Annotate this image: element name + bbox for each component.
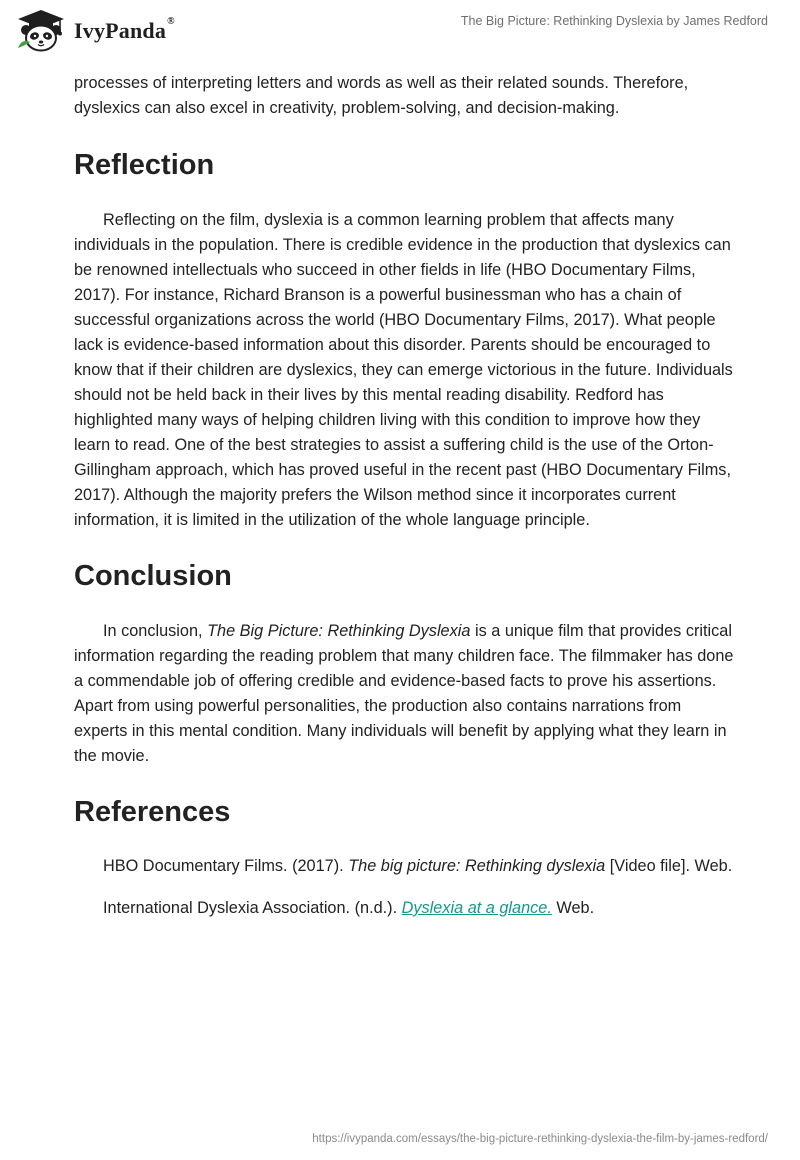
reference-link[interactable]: Dyslexia at a glance. xyxy=(401,899,552,917)
essay-body xyxy=(74,71,734,921)
conclusion-paragraph: In conclusion, The Big Picture: Rethinking Dyslexia is a unique film that provides critical information regarding the reading problem that many children face. The filmmaker has done a commendable job of offering credible and evidence-based facts to prove his assertions. Apart from using powerful personalities, the production also contains narrations from experts in this mental condition. Many individuals will benefit by applying what they learn in the movie. xyxy=(74,622,734,765)
reference-item: HBO Documentary Films. (2017). The big picture: Rethinking dyslexia [Video file]. Web. xyxy=(103,857,733,875)
intro-paragraph: processes of interpreting letters and words as well as their related sounds. Therefore, dyslexics can also excel in creativity, problem-solving, and decision-making. xyxy=(74,74,689,117)
document-title: The Big Picture: Rethinking Dyslexia by James Redford xyxy=(460,14,768,28)
reference-item: International Dyslexia Association. (n.d.). Dyslexia at a glance. Web. xyxy=(103,899,595,917)
reflection-heading: Reflection xyxy=(74,149,215,181)
reflection-paragraph: Reflecting on the film, dyslexia is a common learning problem that affects many individuals in the population. There is credible evidence in the production that dyslexics can be renowned intellectuals who succeed in other fields in life (HBO Documentary Films, 2017). For instance, Richard Branson is a powerful businessman who has a chain of successful organizations across the world (HBO Documentary Films, 2017). What people lack is evidence-based information about this disorder. Parents should be encouraged to know that if their children are dyslexics, they can emerge victorious in the future. Individuals should not be held back in their lives by this mental reading disability. Redford has highlighted many ways of helping children living with this condition to improve how they learn to read. One of the best strategies to assist a suffering child is the use of the Orton-Gillingham approach, which has proved useful in the recent past (HBO Documentary Films, 2017). Although the majority prefers the Wilson method since it incorporates current information, it is limited in the utilization of the whole language principle. xyxy=(74,211,733,529)
references-heading: References xyxy=(74,796,231,828)
panda-graduate-icon xyxy=(14,8,68,52)
page-header xyxy=(0,0,800,60)
conclusion-heading: Conclusion xyxy=(74,560,232,592)
brand-logo[interactable] xyxy=(14,8,175,52)
source-url: https://ivypanda.com/essays/the-big-picture-rethinking-dyslexia-the-film-by-james-redford/ xyxy=(312,1133,768,1145)
brand-name: IvyPanda® xyxy=(74,16,175,43)
film-title: The Big Picture: Rethinking Dyslexia xyxy=(207,622,471,640)
reference-title: The big picture: Rethinking dyslexia xyxy=(348,857,606,875)
